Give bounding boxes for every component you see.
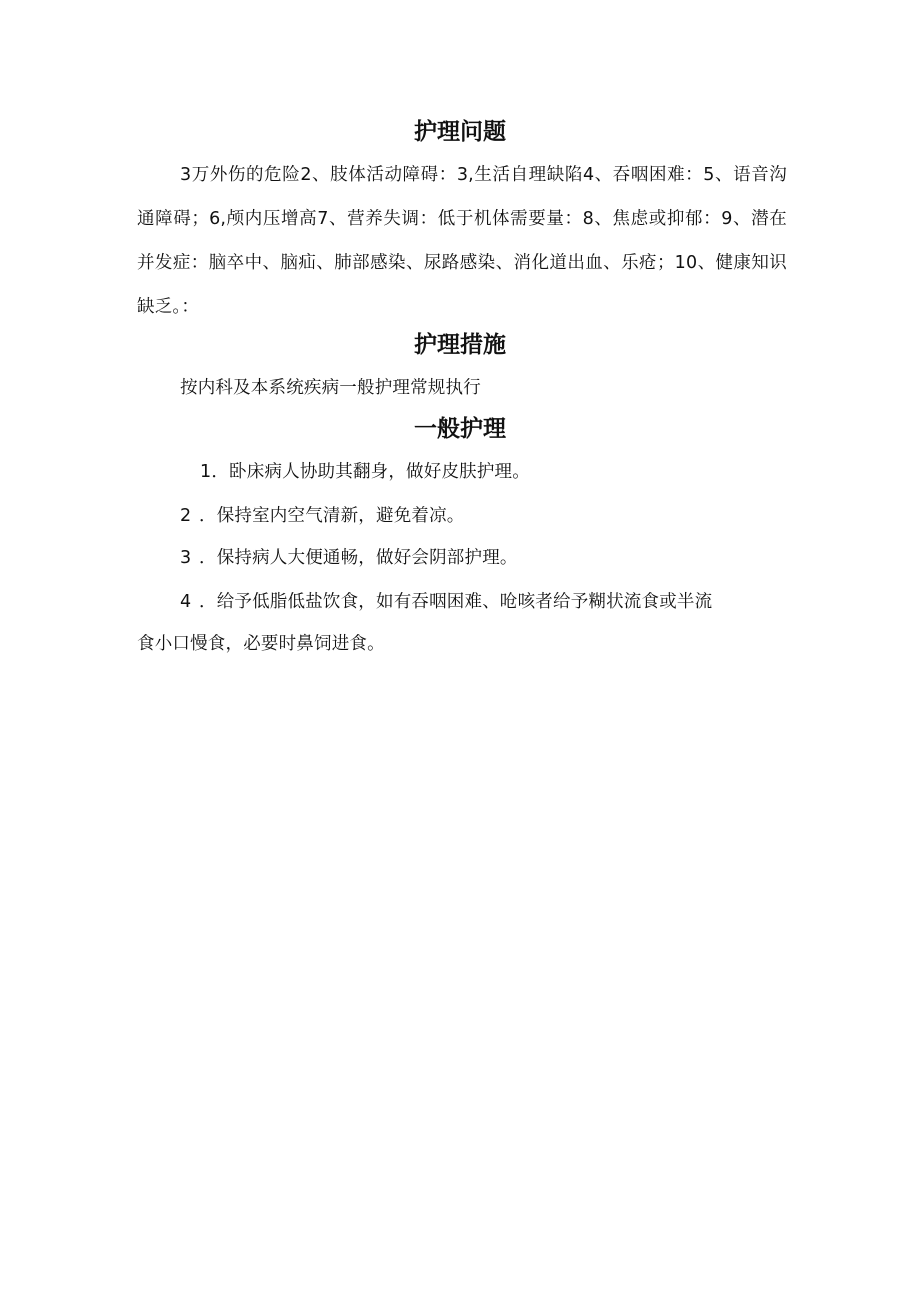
list-item-number: 3 (180, 548, 192, 568)
measures-paragraph: 按内科及本系统疾病一般护理常规执行 (180, 378, 481, 398)
list-item-number: 4 (180, 592, 192, 612)
list-item-number: 2 (180, 506, 192, 526)
problems-paragraph: 3万外伤的危险2、肢体活动障碍：3,生活自理缺陷4、吞咽困难：5、语音沟通障碍；6,颅内压增高7、营养失调：低于机体需要量：8、焦虑或抑郁：9、潜在并发症：脑卒中、脑疝、肺部感染、尿路感染、消化道出血、乐疮；10、健康知识缺乏。： (137, 165, 787, 317)
list-item (180, 504, 465, 528)
list-item (200, 460, 530, 484)
list-item-text: ．保持室内空气清新，避免着凉。 (199, 506, 465, 526)
list-item-text: ．卧床病人协助其翻身，做好皮肤护理。 (211, 462, 530, 482)
list-item-number: 1 (200, 462, 212, 482)
list-item-text: ．给予低脂低盐饮食，如有吞咽困难、呛咳者给予糊状流食或半流 (199, 592, 713, 612)
list-item-text: ．保持病人大便通畅，做好会阴部护理。 (199, 548, 518, 568)
section-title-general: 一般护理 (414, 416, 506, 442)
list-item (180, 546, 518, 570)
section-title-measures: 护理措施 (414, 332, 506, 358)
list-item (180, 590, 712, 614)
section-title-problems: 护理问题 (414, 119, 506, 145)
list-item-continuation: 食小口慢食，必要时鼻饲进食。 (137, 634, 385, 654)
